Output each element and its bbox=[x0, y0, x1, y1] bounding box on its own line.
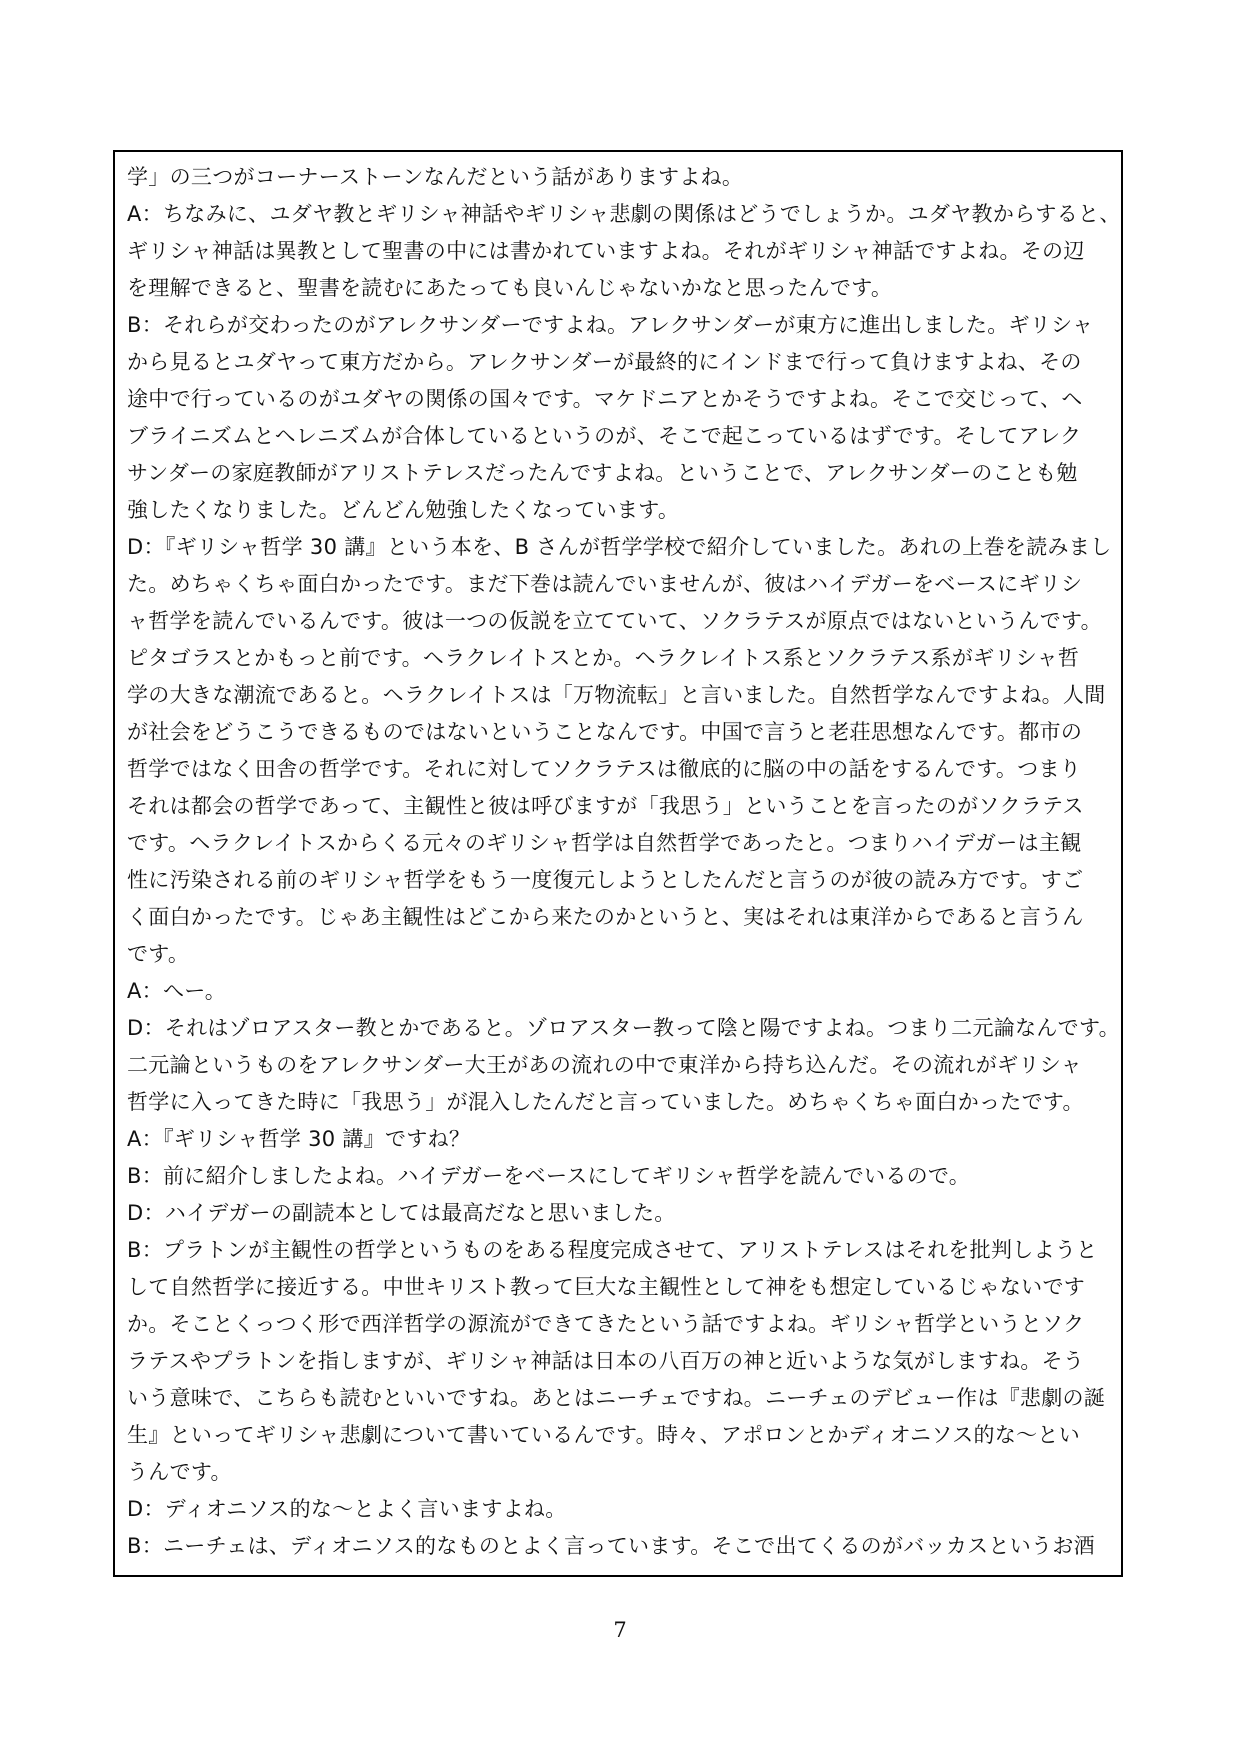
text-line: A：『ギリシャ哲学 30 講』ですね？ bbox=[127, 1127, 471, 1151]
text-line: です。 bbox=[127, 942, 190, 966]
text-line: D：ハイデガーの副読本としては最高だなと思いました。 bbox=[127, 1201, 676, 1225]
text-line: く面白かったです。じゃあ主観性はどこから来たのかというと、実はそれは東洋からであると言うん bbox=[127, 905, 1084, 929]
text-line: を理解できると、聖書を読むにあたっても良いんじゃないかなと思ったんです。 bbox=[127, 276, 893, 300]
text-line: から見るとユダヤって東方だから。アレクサンダーが最終的にインドまで行って負けますよね、その bbox=[127, 350, 1082, 374]
text-line: B：前に紹介しましたよね。ハイデガーをベースにしてギリシャ哲学を読んでいるので。 bbox=[127, 1164, 971, 1188]
text-line: 生』といってギリシャ悲劇について書いているんです。時々、アポロンとかディオニソス的な～とい bbox=[127, 1423, 1081, 1447]
text-line: A：へー。 bbox=[127, 979, 227, 1003]
text-line: 学」の三つがコーナーストーンなんだという話がありますよね。 bbox=[127, 165, 744, 189]
text-line: B：ニーチェは、ディオニソス的なものとよく言っています。そこで出てくるのがバッカスというお酒 bbox=[127, 1534, 1095, 1558]
text-line: です。ヘラクレイトスからくる元々のギリシャ哲学は自然哲学であったと。つまりハイデガーは主観 bbox=[127, 831, 1082, 855]
text-line: か。そことくっつく形で西洋哲学の源流ができてきたという話ですよね。ギリシャ哲学というとソク bbox=[127, 1312, 1085, 1336]
text-line: ラテスやプラトンを指しますが、ギリシャ神話は日本の八百万の神と近いような気がしますね。そう bbox=[127, 1349, 1085, 1373]
text-line: 哲学ではなく田舎の哲学です。それに対してソクラテスは徹底的に脳の中の話をするんです。つまり bbox=[127, 757, 1082, 781]
text-line: ブライニズムとヘレニズムが合体しているというのが、そこで起こっているはずです。そしてアレク bbox=[127, 424, 1082, 448]
text-line: ギリシャ神話は異教として聖書の中には書かれていますよね。それがギリシャ神話ですよね。その辺 bbox=[127, 239, 1085, 263]
transcript-box bbox=[113, 150, 1123, 1577]
text-line: サンダーの家庭教師がアリストテレスだったんですよね。ということで、アレクサンダーのことも勉 bbox=[127, 461, 1078, 485]
text-line: 途中で行っているのがユダヤの関係の国々です。マケドニアとかそうですよね。そこで交じって、ヘ bbox=[127, 387, 1083, 411]
text-line: うんです。 bbox=[127, 1460, 232, 1484]
text-line: B：プラトンが主観性の哲学というものをある程度完成させて、アリストテレスはそれを批判しようと bbox=[127, 1238, 1098, 1262]
text-line: た。めちゃくちゃ面白かったです。まだ下巻は読んでいませんが、彼はハイデガーをベースにギリシ bbox=[127, 572, 1083, 596]
page-number: 7 bbox=[613, 1618, 627, 1642]
text-line: ャ哲学を読んでいるんです。彼は一つの仮説を立てていて、ソクラテスが原点ではないというんです。 bbox=[127, 609, 1102, 633]
text-line: A：ちなみに、ユダヤ教とギリシャ神話やギリシャ悲劇の関係はどうでしょうか。ユダヤ教からすると、 bbox=[127, 202, 1121, 226]
text-line: 哲学に入ってきた時に「我思う」が混入したんだと言っていました。めちゃくちゃ面白かったです。 bbox=[127, 1090, 1084, 1114]
text-line: が社会をどうこうできるものではないということなんです。中国で言うと老荘思想なんです。都市の bbox=[127, 720, 1083, 744]
text-line: B：それらが交わったのがアレクサンダーですよね。アレクサンダーが東方に進出しました。ギリシャ bbox=[127, 313, 1094, 337]
text-line: 学の大きな潮流であると。ヘラクレイトスは「万物流転」と言いました。自然哲学なんですよね。人間 bbox=[127, 683, 1106, 707]
text-line: ピタゴラスとかもっと前です。ヘラクレイトスとか。ヘラクレイトス系とソクラテス系がギリシャ哲 bbox=[127, 646, 1080, 670]
text-line: して自然哲学に接近する。中世キリスト教って巨大な主観性として神をも想定しているじゃないです bbox=[127, 1275, 1086, 1299]
text-line: 二元論というものをアレクサンダー大王があの流れの中で東洋から持ち込んだ。その流れがギリシャ bbox=[127, 1053, 1082, 1077]
text-line: D：それはゾロアスター教とかであると。ゾロアスター教って陰と陽ですよね。つまり二元論なんです。 bbox=[127, 1016, 1120, 1040]
text-line: いう意味で、こちらも読むといいですね。あとはニーチェですね。ニーチェのデビュー作は『悲劇の誕 bbox=[127, 1386, 1106, 1410]
text-line: 強したくなりました。どんどん勉強したくなっています。 bbox=[127, 498, 680, 522]
text-line: D：ディオニソス的な～とよく言いますよね。 bbox=[127, 1497, 567, 1521]
text-line: それは都会の哲学であって、主観性と彼は呼びますが「我思う」ということを言ったのがソクラテス bbox=[127, 794, 1084, 818]
text-line: D：『ギリシャ哲学 30 講』という本を、B さんが哲学学校で紹介していました。あれの上巻を読みまし bbox=[127, 535, 1112, 559]
text-line: 性に汚染される前のギリシャ哲学をもう一度復元しようとしたんだと言うのが彼の読み方です。すご bbox=[127, 868, 1084, 892]
